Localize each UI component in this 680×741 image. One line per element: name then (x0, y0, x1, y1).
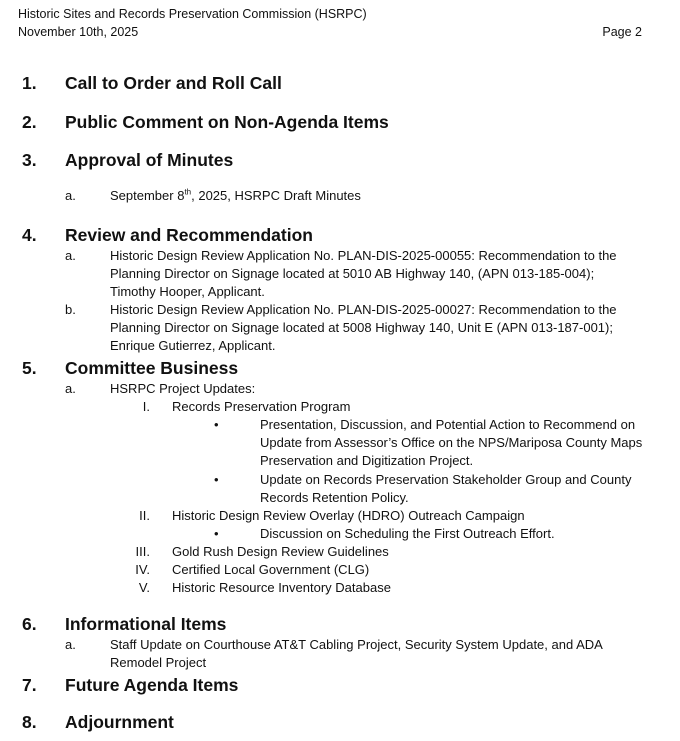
item-marker: a. (65, 637, 76, 652)
section-title: Call to Order and Roll Call (65, 73, 282, 93)
bullet-text-line: Update on Records Preservation Stakeholder Group and County (260, 472, 632, 487)
bullet-icon: • (214, 472, 219, 487)
item-marker: a. (65, 188, 76, 203)
bullet-text-line: Records Retention Policy. (260, 490, 409, 505)
header-org: Historic Sites and Records Preservation Commission (HSRPC) (18, 7, 367, 21)
item-text-line: Historic Design Review Application No. PLAN-DIS-2025-00027: Recommendation to the (110, 302, 617, 317)
roman-numeral: V. (138, 580, 150, 595)
item-text-line: Historic Design Review Application No. PLAN-DIS-2025-00055: Recommendation to the (110, 248, 617, 263)
section-title: Review and Recommendation (65, 225, 313, 245)
section-number: 8. (22, 712, 37, 732)
bullet-icon: • (214, 526, 219, 541)
section-title: Informational Items (65, 614, 227, 634)
section-number: 1. (22, 73, 37, 93)
section-title: Committee Business (65, 358, 239, 378)
bullet-text-line: Presentation, Discussion, and Potential Action to Recommend on (260, 417, 636, 432)
header-page: Page 2 (602, 25, 642, 39)
item-marker: b. (65, 302, 76, 317)
item-text-line: Timothy Hooper, Applicant. (110, 284, 265, 299)
minutes-item: September 8th, 2025, HSRPC Draft Minutes (110, 187, 361, 203)
section-title: Adjournment (65, 712, 174, 732)
section-number: 7. (22, 675, 37, 695)
subitem-text: Records Preservation Program (172, 399, 351, 414)
section-title: Public Comment on Non-Agenda Items (65, 112, 389, 132)
bullet-text-line: Update from Assessor’s Office on the NPS/Mariposa County Maps (260, 435, 643, 450)
section-title: Future Agenda Items (65, 675, 239, 695)
item-text-line: Planning Director on Signage located at 5010 AB Highway 140, (APN 013-185-004); (110, 266, 595, 281)
roman-numeral: III. (135, 544, 150, 559)
section-number: 2. (22, 112, 37, 132)
subitem-text: Historic Design Review Overlay (HDRO) Outreach Campaign (172, 508, 525, 523)
section-title: Approval of Minutes (65, 150, 234, 170)
section-number: 4. (22, 225, 37, 245)
item-marker: a. (65, 248, 76, 263)
roman-numeral: IV. (135, 562, 150, 577)
roman-numeral: II. (139, 508, 150, 523)
subitem-text: Historic Resource Inventory Database (172, 580, 391, 595)
item-text-line: Staff Update on Courthouse AT&T Cabling Project, Security System Update, and ADA (110, 637, 603, 652)
section-number: 6. (22, 614, 37, 634)
item-text-line: Enrique Gutierrez, Applicant. (110, 338, 276, 353)
item-marker: a. (65, 381, 76, 396)
section-number: 5. (22, 358, 37, 378)
bullet-icon: • (214, 417, 219, 432)
item-text-line: Planning Director on Signage located at 5008 Highway 140, Unit E (APN 013-187-001); (110, 320, 613, 335)
section-number: 3. (22, 150, 37, 170)
subitem-text: Certified Local Government (CLG) (172, 562, 370, 577)
item-text-line: HSRPC Project Updates: (110, 381, 256, 396)
header-date: November 10th, 2025 (18, 25, 139, 39)
bullet-text-line: Preservation and Digitization Project. (260, 453, 474, 468)
subitem-text: Gold Rush Design Review Guidelines (172, 544, 389, 559)
bullet-text-line: Discussion on Scheduling the First Outreach Effort. (260, 526, 555, 541)
roman-numeral: I. (142, 399, 150, 414)
item-text-line: Remodel Project (110, 655, 207, 670)
